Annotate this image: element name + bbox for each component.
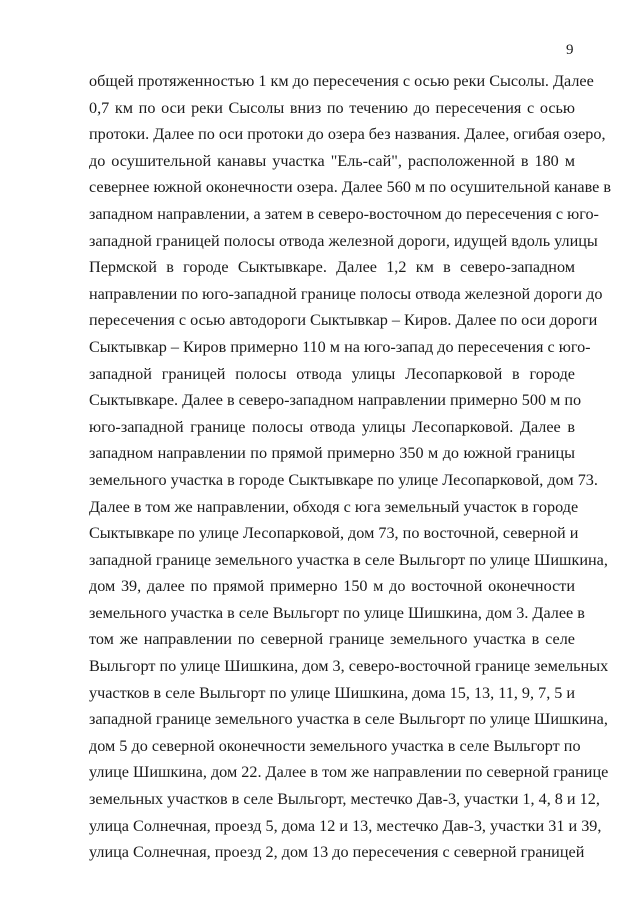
text-line: дом 39, далее по прямой примерно 150 м до восточной оконечности (89, 577, 575, 596)
text-line: 0,7 км по оси реки Сысолы вниз по течению до пересечения с осью (89, 98, 575, 117)
text-line: земельных участков в селе Выльгорт, местечко Дав-3, участки 1, 4, 8 и 12, (89, 790, 600, 809)
text-line: Сыктывкаре по улице Лесопарковой, дом 73, по восточной, северной и (89, 524, 579, 543)
text-line: земельного участка в селе Выльгорт по улице Шишкина, дом 3. Далее в (89, 603, 585, 622)
text-line: до осушительной канавы участка "Ель-сай", расположенной в 180 м (89, 151, 575, 170)
text-line: Сыктывкаре. Далее в северо-западном направлении примерно 500 м по (89, 391, 582, 410)
text-line: пересечения с осью автодороги Сыктывкар – Киров. Далее по оси дороги (89, 311, 598, 330)
text-line: западном направлении по прямой примерно 350 м до южной границы (89, 444, 575, 463)
text-line: западной границей полосы отвода улицы Лесопарковой в городе (89, 364, 575, 383)
text-line: Далее в том же направлении, обходя с юга земельный участок в городе (89, 497, 579, 516)
text-line: западной границе земельного участка в селе Выльгорт по улице Шишкина, (89, 710, 608, 729)
text-line: общей протяженностью 1 км до пересечения с осью реки Сысолы. Далее (89, 72, 594, 90)
text-line: участков в селе Выльгорт по улице Шишкина, дома 15, 13, 11, 9, 7, 5 и (89, 683, 576, 702)
text-line: западном направлении, а затем в северо-восточном до пересечения с юго- (89, 204, 599, 223)
text-line: Сыктывкар – Киров примерно 110 м на юго-запад до пересечения с юго- (89, 337, 591, 356)
page-number: 9 (566, 42, 574, 58)
text-line: севернее южной оконечности озера. Далее 560 м по осушительной канаве в (89, 178, 612, 197)
text-line: улица Солнечная, проезд 5, дома 12 и 13, местечко Дав-3, участки 31 и 39, (89, 816, 602, 835)
text-line: протоки. Далее по оси протоки до озера без названия. Далее, огибая озеро, (89, 125, 606, 144)
text-line: улица Солнечная, проезд 2, дом 13 до пересечения с северной границей (89, 843, 585, 862)
text-line: земельного участка в городе Сыктывкаре по улице Лесопарковой, дом 73. (89, 470, 598, 489)
text-line: западной границе земельного участка в селе Выльгорт по улице Шишкина, (89, 550, 608, 569)
text-line: дом 5 до северной оконечности земельного участка в селе Выльгорт по (89, 736, 581, 755)
text-line: том же направлении по северной границе земельного участка в селе (89, 630, 575, 649)
text-line: Пермской в городе Сыктывкаре. Далее 1,2 км в северо-западном (89, 258, 575, 277)
body-paragraph (89, 68, 612, 866)
text-line: улице Шишкина, дом 22. Далее в том же направлении по северной границе (89, 763, 609, 782)
text-line: юго-западной границе полосы отвода улицы Лесопарковой. Далее в (89, 417, 575, 436)
text-line: Выльгорт по улице Шишкина, дом 3, северо-восточной границе земельных (89, 657, 609, 676)
text-line: западной границей полосы отвода железной дороги, идущей вдоль улицы (89, 231, 598, 250)
text-line: направлении по юго-западной границе полосы отвода железной дороги до (89, 284, 603, 303)
